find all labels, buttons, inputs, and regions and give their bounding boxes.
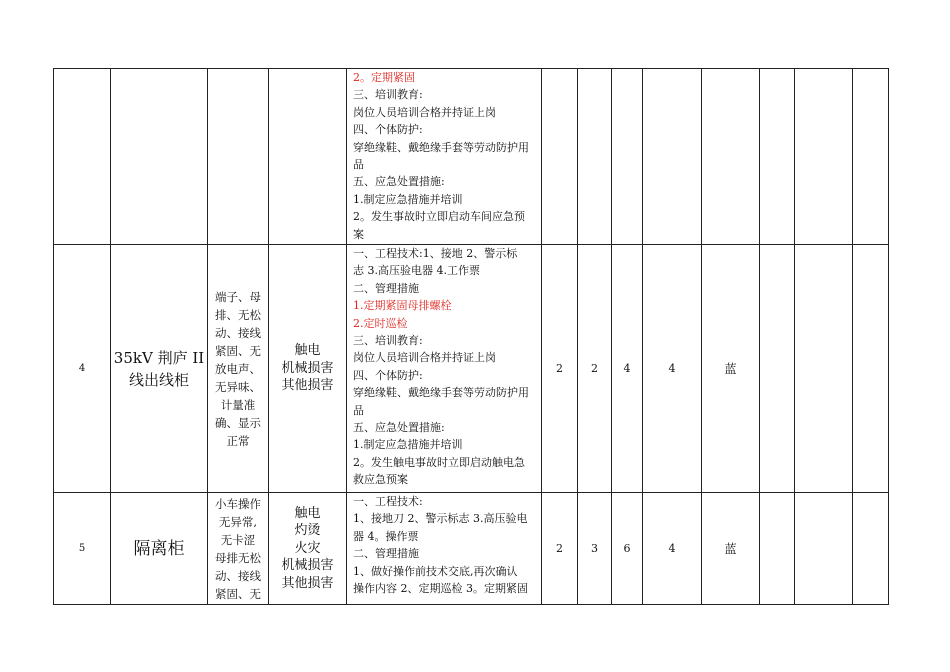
hazard-line: 火灾	[294, 540, 321, 556]
measure-line: 三、培训教育:	[353, 334, 423, 348]
cell-hazards	[269, 245, 347, 493]
measure-line: 四、个体防护:	[353, 368, 423, 382]
cell-risk-level: 蓝	[702, 245, 760, 493]
measure-line: 二、管理措施	[353, 281, 419, 295]
cell-empty	[853, 245, 889, 493]
name-line: 隔离柜	[133, 538, 185, 559]
hazard-line: 触电	[294, 343, 321, 359]
table-row	[54, 245, 889, 493]
cell-score-d	[643, 69, 702, 245]
cell-empty	[760, 69, 795, 245]
risk-table	[53, 68, 889, 605]
table-row	[54, 493, 889, 605]
measure-line: 三、培训教育:	[353, 88, 423, 102]
standard-line: 确、显示	[215, 415, 261, 430]
standard-line: 放电声、	[215, 361, 261, 376]
measure-line: 岗位人员培训合格并持证上岗	[353, 351, 496, 365]
cell-standard	[208, 245, 269, 493]
standard-line: 母排无松	[215, 550, 261, 565]
cell-score-d: 4	[643, 493, 702, 605]
standard-line: 紧固、无	[215, 343, 261, 358]
standard-line: 无卡涩	[220, 532, 256, 547]
cell-risk-level	[702, 69, 760, 245]
cell-empty	[853, 69, 889, 245]
measure-line: 器 4。操作票	[353, 529, 419, 543]
measure-line: 1.定期紧固母排螺栓	[353, 299, 452, 313]
cell-index: 5	[54, 493, 111, 605]
cell-score-d: 4	[643, 245, 702, 493]
measure-line: 五、应急处置措施:	[353, 175, 445, 189]
cell-hazards	[269, 69, 347, 245]
cell-empty	[795, 69, 853, 245]
measure-line: 救应急预案	[353, 473, 408, 487]
cell-index	[54, 69, 111, 245]
measure-line: 2。定期紧固	[353, 71, 415, 84]
table-row	[54, 69, 889, 245]
measure-line: 穿绝缘鞋、戴绝缘手套等劳动防护用	[353, 140, 529, 154]
standard-line: 计量准	[220, 397, 256, 412]
cell-index: 4	[54, 245, 111, 493]
cell-empty	[760, 245, 795, 493]
cell-score-l: 2	[542, 493, 578, 605]
hazard-line: 其他损害	[281, 378, 334, 394]
measure-line: 2。发生触电事故时立即启动触电急	[353, 455, 525, 469]
hazard-line: 其他损害	[281, 575, 334, 591]
cell-empty	[795, 245, 853, 493]
cell-score-e	[578, 69, 612, 245]
measure-line: 一、工程技术:	[353, 495, 423, 508]
cell-empty	[760, 493, 795, 605]
cell-equipment-name	[111, 69, 208, 245]
standard-line: 紧固、无	[215, 586, 261, 601]
cell-score-c: 6	[612, 493, 643, 605]
standard-line: 无异常,	[218, 514, 258, 529]
cell-standard	[208, 69, 269, 245]
hazard-line: 灼烫	[294, 523, 321, 539]
measure-line: 一、工程技术:1、接地 2、警示标	[353, 247, 518, 260]
cell-score-l: 2	[542, 245, 578, 493]
measure-line: 2。发生事故时立即启动车间应急预	[353, 210, 525, 224]
measure-line: 1.制定应急措施并培训	[353, 192, 463, 206]
cell-score-e: 2	[578, 245, 612, 493]
cell-score-l	[542, 69, 578, 245]
measure-line: 1、做好操作前技术交底,再次确认	[353, 564, 518, 578]
measure-line: 1.制定应急措施并培训	[353, 438, 463, 452]
measure-line: 案	[353, 227, 364, 241]
cell-score-c	[612, 69, 643, 245]
cell-empty	[853, 493, 889, 605]
cell-equipment-name	[111, 493, 208, 605]
cell-score-e: 3	[578, 493, 612, 605]
measure-line: 四、个体防护:	[353, 123, 423, 137]
measure-line: 品	[353, 403, 364, 417]
cell-hazards	[269, 493, 347, 605]
hazard-line: 机械损害	[281, 558, 334, 574]
cell-equipment-name	[111, 245, 208, 493]
name-line: 线出线柜	[128, 370, 189, 389]
cell-empty	[795, 493, 853, 605]
hazard-line: 触电	[294, 505, 321, 521]
standard-line: 无异味、	[215, 379, 261, 394]
measure-line: 品	[353, 158, 364, 172]
measure-line: 五、应急处置措施:	[353, 421, 445, 435]
name-line: 35kV 荆庐 II	[113, 348, 205, 367]
standard-line: 小车操作	[215, 496, 261, 511]
cell-measures	[347, 245, 542, 493]
standard-line: 端子、母	[215, 289, 261, 304]
measure-line: 志 3.高压验电器 4.工作票	[353, 264, 480, 278]
measure-line: 2.定时巡检	[353, 316, 408, 330]
standard-line: 排、无松	[215, 307, 261, 322]
cell-score-c: 4	[612, 245, 643, 493]
cell-risk-level: 蓝	[702, 493, 760, 605]
standard-line: 动、接线	[215, 325, 261, 340]
measure-line: 操作内容 2、定期巡检 3。定期紧固	[353, 582, 528, 596]
measure-line: 二、管理措施	[353, 547, 419, 561]
measure-line: 岗位人员培训合格并持证上岗	[353, 105, 496, 119]
measure-line: 1、接地刀 2、警示标志 3.高压验电	[353, 512, 528, 526]
cell-measures	[347, 493, 542, 605]
hazard-line: 机械损害	[281, 360, 334, 376]
standard-line: 正常	[226, 433, 250, 448]
standard-line: 动、接线	[215, 568, 261, 583]
cell-standard	[208, 493, 269, 605]
cell-measures	[347, 69, 542, 245]
measure-line: 穿绝缘鞋、戴绝缘手套等劳动防护用	[353, 386, 529, 400]
